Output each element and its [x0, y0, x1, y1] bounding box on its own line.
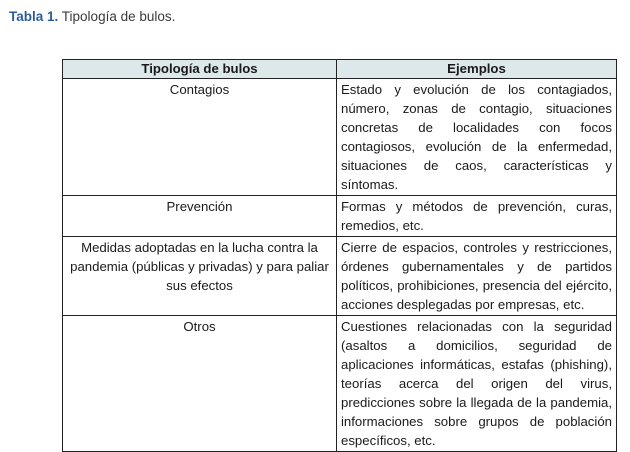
table-caption	[9, 9, 175, 24]
table-row	[63, 196, 617, 237]
caption-label: Tabla 1.	[9, 9, 59, 24]
row-examples: Cuestiones relacionadas con la seguridad (asaltos a domicilios, seguridad de aplicaciones informáticas, estafas (phishing), teorías acerca del origen del virus, predicciones sobre la llegada de la pandemia, informaciones sobre grupos de población específicos, etc.	[337, 316, 617, 452]
row-examples: Cierre de espacios, controles y restricciones, órdenes gubernamentales y de partidos políticos, prohibiciones, presencia del ejército, acciones desplegadas por empresas, etc.	[337, 237, 617, 316]
row-category: Contagios	[63, 79, 337, 196]
caption-text: Tipología de bulos.	[61, 9, 176, 24]
hoax-typology-table	[62, 59, 617, 452]
table-row	[63, 79, 617, 196]
column-header-typology: Tipología de bulos	[63, 60, 337, 79]
row-category: Otros	[63, 316, 337, 452]
row-category: Medidas adoptadas en la lucha contra la pandemia (públicas y privadas) y para paliar sus efectos	[63, 237, 337, 316]
table-row	[63, 316, 617, 452]
column-header-examples: Ejemplos	[337, 60, 617, 79]
row-examples: Formas y métodos de prevención, curas, remedios, etc.	[337, 196, 617, 237]
row-category: Prevención	[63, 196, 337, 237]
row-examples: Estado y evolución de los contagiados, número, zonas de contagio, situaciones concretas de localidades con focos contagiosos, evolución de la enfermedad, situaciones de caos, características y síntomas.	[337, 79, 617, 196]
table-row	[63, 237, 617, 316]
table-header-row	[63, 60, 617, 79]
